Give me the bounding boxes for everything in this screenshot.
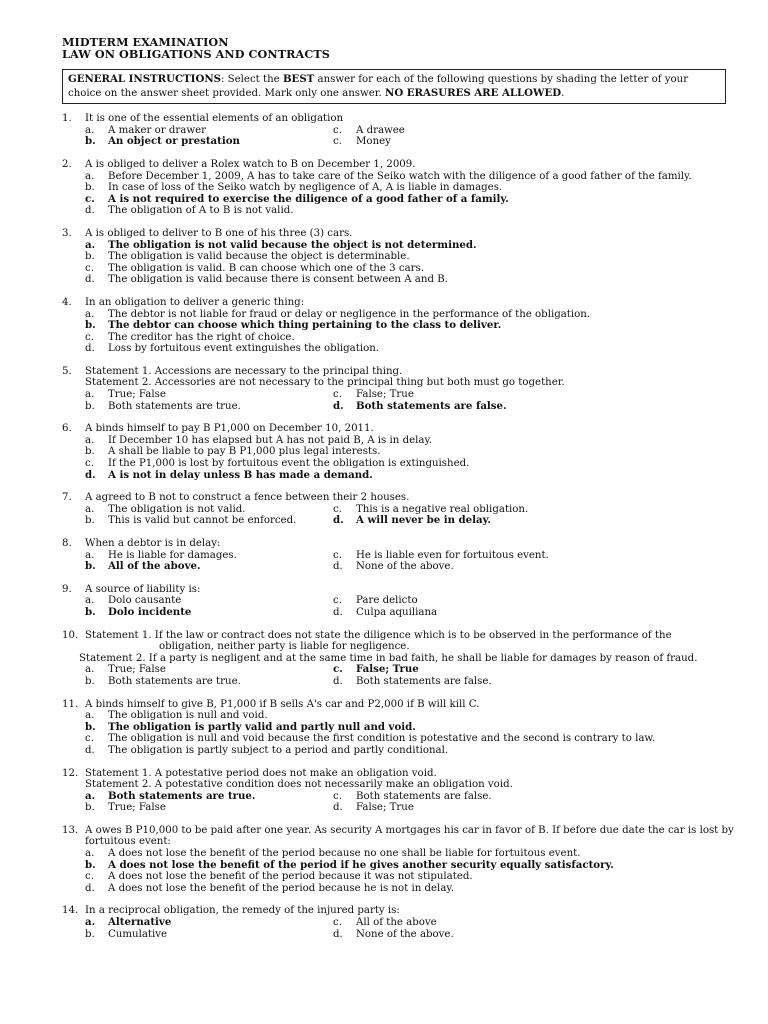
question-stem-row	[62, 768, 738, 780]
option-text: False; True	[356, 802, 414, 814]
option-text: Pare delicto	[356, 595, 418, 607]
option-letter: a.	[85, 389, 95, 401]
option-letter: a.	[85, 916, 96, 929]
option-text: If the P1,000 is lost by fortuitous event the obligation is extinguished.	[108, 458, 470, 470]
option-letter: c.	[333, 503, 342, 515]
option-text: False; True	[356, 663, 419, 676]
option-text: A does not lose the benefit of the period if he gives another security equally satisfactory.	[108, 858, 614, 871]
answer-options	[62, 389, 738, 412]
answer-option	[85, 860, 738, 872]
question-statement-2: Statement 2. A potestative condition does not necessarily make an obligation void.	[85, 779, 513, 791]
question-number: 7.	[62, 492, 72, 504]
option-letter: d.	[333, 928, 343, 940]
option-letter: b.	[85, 560, 96, 573]
option-text: The obligation is valid. B can choose which one of the 3 cars.	[108, 262, 424, 274]
answer-options	[62, 595, 738, 618]
answer-option	[85, 435, 738, 447]
answer-options	[62, 504, 738, 527]
answer-option	[85, 458, 738, 470]
question-stem-row	[62, 366, 738, 378]
answer-option	[85, 320, 738, 332]
option-letter: a.	[85, 503, 95, 515]
answer-option	[333, 136, 738, 148]
answer-options	[62, 550, 738, 573]
question-stem-row	[62, 228, 738, 240]
exam-title: MIDTERM EXAMINATION	[62, 35, 229, 49]
question-stem: Statement 1. A potestative period does not make an obligation void.	[85, 767, 437, 779]
answer-options	[62, 125, 738, 148]
question-number: 5.	[62, 365, 72, 377]
option-text: True; False	[108, 389, 166, 401]
option-text: Cumulative	[108, 928, 168, 940]
question-stem-row	[62, 538, 738, 550]
option-text: Both statements are false.	[356, 399, 507, 412]
answer-option	[85, 664, 333, 676]
question-stem: A owes B P10,000 to be paid after one year. As security A mortgages his car in favor of B. If before due date the car is lost by fortuitous event:	[85, 824, 734, 848]
option-letter: c.	[333, 136, 342, 148]
answer-option	[85, 194, 738, 206]
question-item	[62, 905, 738, 940]
question-number: 13.	[62, 824, 79, 836]
option-letter: b.	[85, 515, 95, 527]
option-letter: c.	[85, 262, 94, 274]
option-letter: a.	[85, 549, 95, 561]
question-stem: When a debtor is in delay:	[85, 538, 221, 549]
option-letter: a.	[85, 238, 96, 251]
answer-option	[333, 389, 738, 401]
answer-option	[85, 561, 333, 573]
answer-option	[333, 561, 738, 573]
question-statement-2: Statement 2. Accessories are not necessary to the principal thing but both must go together.	[85, 377, 565, 389]
option-text: Before December 1, 2009, A has to take care of the Seiko watch with the diligence of a good father of the family.	[108, 170, 692, 182]
answer-option	[85, 791, 333, 803]
option-text: All of the above	[356, 917, 437, 929]
option-text: In case of loss of the Seiko watch by negligence of A, A is liable in damages.	[108, 182, 503, 194]
option-text: The obligation is not valid because the object is not determined.	[108, 238, 477, 251]
answer-option	[333, 802, 738, 814]
question-stem-row	[62, 159, 738, 171]
answer-option	[85, 251, 738, 263]
question-item	[62, 768, 738, 814]
question-number: 9.	[62, 583, 72, 595]
question-stem: A is obliged to deliver a Rolex watch to B on December 1, 2009.	[85, 158, 416, 170]
answer-options	[62, 240, 738, 286]
option-text: The obligation is partly valid and partly null and void.	[108, 720, 416, 733]
question-stem: In a reciprocal obligation, the remedy of the injured party is:	[85, 905, 400, 917]
question-stem-continuation: obligation, neither party is liable for negligence.	[159, 641, 410, 653]
answer-option	[85, 722, 738, 734]
question-stem: A source of liability is:	[85, 583, 201, 595]
question-number: 1.	[62, 113, 72, 125]
answer-option	[85, 240, 738, 252]
answer-options	[62, 848, 738, 894]
answer-option	[333, 550, 738, 562]
question-stem-row	[62, 584, 738, 596]
option-letter: c.	[85, 733, 94, 745]
option-text: A is not in delay unless B has made a demand.	[108, 468, 373, 481]
option-letter: d.	[85, 882, 95, 894]
option-text: All of the above.	[108, 560, 201, 573]
option-letter: d.	[333, 802, 343, 814]
option-text: Both statements are true.	[108, 789, 256, 802]
option-text: The obligation is partly subject to a period and partly conditional.	[108, 744, 449, 756]
option-letter: a.	[85, 170, 95, 182]
question-item	[62, 366, 738, 412]
answer-option	[85, 332, 738, 344]
option-letter: c.	[85, 192, 95, 205]
option-text: The obligation is null and void.	[108, 710, 268, 722]
question-number: 10.	[62, 629, 79, 641]
option-letter: c.	[333, 124, 342, 136]
question-stem: Statement 1. Accessions are necessary to the principal thing.	[85, 365, 403, 377]
option-text: Money	[356, 136, 391, 148]
general-instructions-box	[62, 69, 726, 104]
option-text: He is liable even for fortuitous event.	[356, 549, 549, 561]
answer-option	[85, 917, 333, 929]
instructions-no-erasures: NO ERASURES ARE ALLOWED	[385, 86, 562, 99]
answer-option	[85, 929, 333, 941]
option-text: Both statements are true.	[108, 675, 241, 687]
answer-option	[85, 343, 738, 355]
answer-options	[62, 309, 738, 355]
option-text: This is a negative real obligation.	[356, 503, 529, 515]
option-text: Culpa aquiliana	[356, 606, 438, 618]
option-letter: b.	[85, 135, 96, 148]
question-stem: In an obligation to deliver a generic thing:	[85, 296, 305, 308]
answer-option	[85, 401, 333, 413]
answer-options	[62, 791, 738, 814]
option-text: A does not lose the benefit of the period because he is not in delay.	[108, 882, 455, 894]
option-letter: d.	[333, 561, 343, 573]
question-stem-row	[62, 423, 738, 435]
option-letter: d.	[85, 205, 95, 217]
answer-option	[85, 263, 738, 275]
option-letter: d.	[85, 744, 95, 756]
question-stem: A is obliged to deliver to B one of his three (3) cars.	[85, 227, 353, 239]
option-text: An object or prestation	[108, 135, 240, 148]
option-letter: c.	[333, 389, 342, 401]
option-text: Loss by fortuitous event extinguishes the obligation.	[108, 343, 380, 355]
question-item	[62, 297, 738, 355]
answer-option	[85, 274, 738, 286]
option-letter: a.	[85, 848, 95, 860]
question-number: 2.	[62, 158, 72, 170]
option-text: This is valid but cannot be enforced.	[108, 515, 297, 527]
answer-option	[85, 745, 738, 757]
answer-option	[333, 676, 738, 688]
answer-option	[333, 607, 738, 619]
question-item	[62, 228, 738, 286]
question-number: 8.	[62, 538, 72, 549]
option-letter: b.	[85, 928, 95, 940]
answer-option	[85, 515, 333, 527]
option-letter: c.	[333, 549, 342, 561]
option-text: The obligation is valid because the object is determinable.	[108, 251, 410, 263]
option-letter: d.	[333, 675, 343, 687]
option-letter: d.	[85, 343, 95, 355]
option-text: The obligation is valid because there is consent between A and B.	[108, 274, 448, 286]
option-text: A will never be in delay.	[356, 514, 491, 527]
answer-option	[85, 733, 738, 745]
option-letter: a.	[85, 124, 95, 136]
option-letter: b.	[85, 858, 96, 871]
answer-option	[85, 446, 738, 458]
answer-options	[62, 710, 738, 756]
option-letter: b.	[85, 802, 95, 814]
question-stem: It is one of the essential elements of an obligation	[85, 113, 344, 125]
answer-option	[85, 205, 738, 217]
option-text: The obligation is not valid.	[108, 503, 246, 515]
question-item	[62, 113, 738, 148]
answer-options	[62, 171, 738, 217]
option-letter: c.	[85, 331, 94, 343]
option-text: A shall be liable to pay B P1,000 plus legal interests.	[108, 446, 381, 458]
question-item	[62, 630, 738, 688]
option-letter: b.	[85, 675, 95, 687]
answer-option	[85, 171, 738, 183]
option-text: False; True	[356, 389, 414, 401]
option-letter: c.	[333, 663, 343, 676]
answer-option	[85, 871, 738, 883]
option-letter: d.	[85, 274, 95, 286]
answer-option	[85, 182, 738, 194]
option-text: The creditor has the right of choice.	[108, 331, 295, 343]
answer-option	[333, 401, 738, 413]
option-text: He is liable for damages.	[108, 549, 237, 561]
option-text: The obligation is null and void because the first condition is potestative and the second is contrary to law.	[108, 733, 656, 745]
option-text: Dolo causante	[108, 595, 182, 607]
question-number: 12.	[62, 767, 79, 779]
question-list	[62, 113, 738, 940]
answer-option	[333, 929, 738, 941]
question-item	[62, 538, 738, 573]
question-stem: A binds himself to give B, P1,000 if B sells A's car and P2,000 if B will kill C.	[85, 698, 480, 710]
instructions-best: BEST	[282, 73, 315, 85]
option-letter: a.	[85, 308, 95, 320]
answer-option	[85, 389, 333, 401]
answer-option	[333, 125, 738, 137]
answer-option	[85, 504, 333, 516]
question-stem-row	[62, 699, 738, 711]
option-text: The obligation of A to B is not valid.	[108, 205, 294, 217]
option-text: The debtor can choose which thing pertaining to the class to deliver.	[108, 319, 502, 332]
option-letter: c.	[333, 790, 342, 802]
answer-option	[333, 664, 738, 676]
instructions-period: .	[561, 87, 565, 99]
answer-options	[62, 435, 738, 481]
answer-option	[333, 791, 738, 803]
option-text: True; False	[108, 664, 166, 676]
answer-option	[85, 607, 333, 619]
answer-option	[85, 470, 738, 482]
option-letter: b.	[85, 251, 95, 263]
option-letter: d.	[333, 514, 344, 527]
answer-option	[333, 595, 738, 607]
question-stem-row	[62, 113, 738, 125]
option-text: A does not lose the benefit of the period because it was not stipulated.	[108, 871, 473, 883]
option-text: Alternative	[108, 916, 172, 929]
option-text: Both statements are true.	[108, 400, 241, 412]
answer-option	[85, 676, 333, 688]
answer-option	[333, 515, 738, 527]
question-number: 6.	[62, 423, 72, 435]
question-item	[62, 584, 738, 619]
option-letter: a.	[85, 595, 95, 607]
option-letter: b.	[85, 720, 96, 733]
option-text: Dolo incidente	[108, 605, 192, 618]
question-number: 4.	[62, 296, 72, 308]
answer-option	[85, 710, 738, 722]
question-stem: A agreed to B not to construct a fence between their 2 houses.	[85, 492, 410, 504]
question-item	[62, 159, 738, 217]
exam-subject: LAW ON OBLIGATIONS AND CONTRACTS	[62, 47, 330, 61]
question-stem-row	[62, 630, 738, 642]
answer-option	[85, 802, 333, 814]
option-text: None of the above.	[356, 561, 454, 573]
option-text: True; False	[108, 802, 166, 814]
option-letter: c.	[85, 871, 94, 883]
option-letter: a.	[85, 434, 95, 446]
option-letter: b.	[85, 446, 95, 458]
question-item	[62, 423, 738, 481]
option-letter: d.	[85, 468, 96, 481]
question-stem-row	[62, 492, 738, 504]
answer-option	[333, 917, 738, 929]
option-letter: c.	[333, 917, 342, 929]
option-text: A drawee	[356, 124, 405, 136]
question-item	[62, 825, 738, 895]
instructions-text-1: : Select the	[221, 74, 283, 85]
option-letter: a.	[85, 664, 95, 676]
instructions-label: GENERAL INSTRUCTIONS	[68, 73, 221, 85]
option-text: A does not lose the benefit of the period because no one shall be liable for fortuitous event.	[108, 848, 581, 860]
option-text: A maker or drawer	[108, 124, 206, 136]
question-statement-2: Statement 2. If a party is negligent and at the same time in bad faith, he shall be liable for damages by reason of fraud.	[79, 652, 698, 664]
question-number: 3.	[62, 227, 72, 239]
option-text: A is not required to exercise the diligence of a good father of a family.	[108, 192, 509, 205]
option-text: Both statements are false.	[356, 675, 492, 687]
answer-options	[62, 917, 738, 940]
option-letter: b.	[85, 605, 96, 618]
answer-option	[85, 883, 738, 895]
option-text: Both statements are false.	[356, 790, 492, 802]
option-text: None of the above.	[356, 928, 454, 940]
answer-option	[85, 136, 333, 148]
option-letter: d.	[333, 399, 344, 412]
option-letter: c.	[85, 458, 94, 470]
option-letter: d.	[333, 606, 343, 618]
option-letter: a.	[85, 710, 95, 722]
answer-option	[85, 848, 738, 860]
option-letter: b.	[85, 182, 95, 194]
question-stem-row	[62, 825, 738, 848]
question-item	[62, 699, 738, 757]
option-letter: b.	[85, 400, 95, 412]
answer-options	[62, 664, 738, 687]
option-letter: c.	[333, 595, 342, 607]
option-text: The debtor is not liable for fraud or delay or negligence in the performance of the obligation.	[108, 308, 591, 320]
question-stem: Statement 1. If the law or contract does not state the diligence which is to be observed in the performance of the	[85, 629, 672, 641]
question-stem: A binds himself to pay B P1,000 on December 10, 2011.	[85, 423, 374, 435]
question-number: 11.	[62, 698, 79, 710]
question-stem-row	[62, 297, 738, 309]
option-letter: b.	[85, 319, 96, 332]
question-item	[62, 492, 738, 527]
question-number: 14.	[62, 905, 79, 917]
option-letter: a.	[85, 789, 96, 802]
option-text: If December 10 has elapsed but A has not paid B, A is in delay.	[108, 434, 433, 446]
instructions-text-2: answer for each of the following questions by shading the letter of your choice on the answer sheet provided. Mark only one answer.	[68, 74, 689, 99]
